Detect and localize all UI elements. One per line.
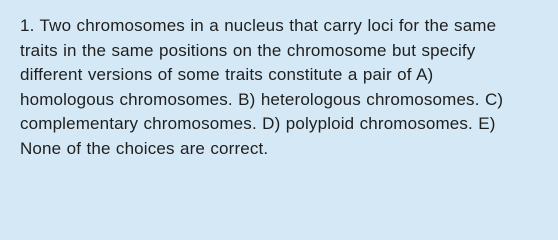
question-line-6: None of the choices are correct.	[20, 138, 269, 158]
question-line-1: 1. Two chromosomes in a nucleus that carry loci for the same	[20, 16, 497, 35]
question-line-3: different versions of some traits constitute a pair of A)	[20, 65, 434, 84]
question-line-2: traits in the same positions on the chromosome but specify	[20, 40, 476, 60]
question-text	[20, 14, 542, 161]
question-line-4: homologous chromosomes. B) heterologous chromosomes. C)	[20, 89, 504, 109]
question-line-5: complementary chromosomes. D) polyploid chromosomes. E)	[20, 114, 496, 133]
